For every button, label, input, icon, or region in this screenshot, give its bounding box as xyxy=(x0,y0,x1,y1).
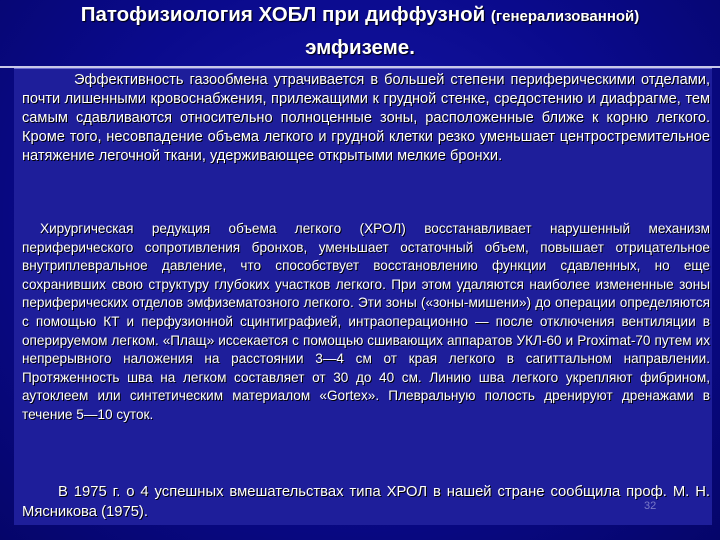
body-text-box xyxy=(14,68,712,525)
slide-title xyxy=(0,3,720,27)
paragraph-gas-exchange: Эффективность газообмена утрачивается в большей степени периферическими отделами, почти лишенными кровоснабжения, прилежащими к грудной стенке, средостению и диафрагме, тем самым сдавливаются относительно полноценные зоны, расположенные ближе к корню легкого. Кроме того, несовпадение объема легкого и грудной клетки резко уменьшает центростремительное натяжение легочной ткани, удерживающее открытыми мелкие бронхи. xyxy=(22,72,710,165)
paragraph-lung-volume-reduction: Хирургическая редукция объема легкого (ХРОЛ) восстанавливает нарушенный механизм периферического сопротивления бронхов, уменьшает остаточный объем, повышает отрицательное внутриплевральное давление, что способствует восстановлению функции сдавленных, но еще сохранивших свою структуру глубоких участков легкого. При этом удаляются наиболее измененные зоны периферических отделов эмфизематозного легкого. Эти зоны («зоны-мишени») до операции определяются с помощью КТ и перфузионной сцинтиграфией, интраоперационно — после отключения вентиляции в оперируемом легком. «Плащ» иссекается с помощью сшивающих аппаратов УКЛ-60 и Proximat-70 путем их непрерывного наложения на расстоянии 3—4 см от края легкого в сагиттальном направлении. Протяженность шва на легком составляет от 30 до 40 см. Линию шва легкого укрепляют фибрином, аутоклеем или синтетическим материалом «Gortex». Плевральную полость дренируют дренажами в течение 5—10 суток. xyxy=(22,221,710,422)
slide-title-main: Патофизиология ХОБЛ при диффузной xyxy=(80,3,491,26)
slide-title-parenthetical: (генерализованной) xyxy=(490,8,640,25)
paragraph-history: В 1975 г. о 4 успешных вмешательствах типа ХРОЛ в нашей стране сообщила проф. М. Н. Мясникова (1975). xyxy=(22,484,710,520)
slide-title-continuation: эмфиземе. xyxy=(305,36,415,59)
page-number: 32 xyxy=(644,500,657,512)
